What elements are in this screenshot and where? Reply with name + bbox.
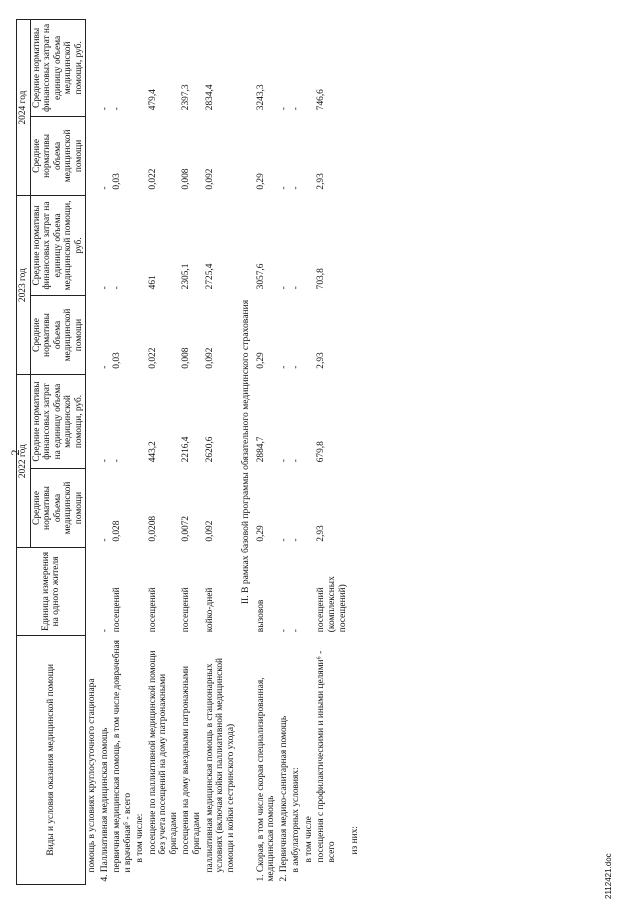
table-row bbox=[134, 20, 147, 885]
row-unit: посещений bbox=[181, 587, 192, 633]
cell-volume-2022: 0,0072 bbox=[181, 515, 192, 542]
header-unit: Единица измерения на одного жителя bbox=[17, 548, 86, 636]
cell-volume-2024: 0,008 bbox=[181, 168, 192, 190]
cell-cost-2022: - bbox=[112, 459, 123, 463]
cell-cost-2022: 2216,4 bbox=[181, 436, 192, 463]
row-unit: посещений bbox=[112, 587, 123, 633]
cell-cost-2024: - bbox=[99, 107, 110, 111]
cell-volume-2022: - bbox=[278, 538, 289, 542]
table-row bbox=[315, 20, 349, 885]
row-label: 1. Скорая, в том числе скорая специализированная, медицинская помощь bbox=[255, 677, 277, 882]
header-types: Виды и условия оказания медицинской помощи bbox=[17, 635, 86, 884]
cell-cost-2024: - bbox=[112, 107, 123, 111]
cell-cost-2024: - bbox=[278, 107, 289, 111]
cell-volume-2024 bbox=[86, 116, 99, 195]
cell-cost-2022: 2884,7 bbox=[255, 436, 266, 463]
cell-cost-2023: 3057,6 bbox=[255, 263, 266, 290]
row-unit bbox=[349, 548, 362, 636]
header-volume-2023: Средние нормативы объема медицинской помощи bbox=[30, 295, 86, 374]
cell-volume-2023 bbox=[86, 295, 99, 374]
cell-volume-2024: 0,29 bbox=[255, 173, 266, 190]
cell-volume-2022 bbox=[86, 468, 99, 547]
cell-volume-2022 bbox=[349, 468, 362, 547]
cell-cost-2024: - bbox=[291, 107, 302, 111]
cell-volume-2023: 0,092 bbox=[204, 347, 215, 369]
row-label: в том числе bbox=[303, 816, 314, 863]
cell-cost-2023 bbox=[349, 196, 362, 296]
section-heading-row bbox=[237, 20, 255, 885]
cell-cost-2024: 746,6 bbox=[316, 89, 327, 111]
cell-volume-2022: 0,29 bbox=[255, 525, 266, 542]
cell-volume-2023 bbox=[134, 295, 147, 374]
cell-cost-2024 bbox=[303, 20, 316, 117]
row-unit: - bbox=[278, 629, 289, 633]
row-label: помощь в условиях круглосуточного стационара bbox=[87, 678, 98, 873]
cell-volume-2022: - bbox=[99, 538, 110, 542]
cell-volume-2024: 0,03 bbox=[112, 173, 123, 190]
table-row bbox=[278, 20, 291, 885]
row-unit: койко-дней bbox=[204, 587, 215, 633]
table-row bbox=[99, 20, 112, 885]
cell-volume-2023: 0,022 bbox=[147, 347, 158, 369]
table-row bbox=[290, 20, 303, 885]
cell-cost-2022 bbox=[134, 375, 147, 469]
norms-table bbox=[16, 19, 362, 885]
cell-cost-2022 bbox=[86, 375, 99, 469]
header-volume-2022: Средние нормативы объема медицинской помощи bbox=[30, 468, 86, 547]
row-unit: вызовов bbox=[255, 599, 266, 633]
row-unit bbox=[86, 548, 99, 636]
row-label: паллиативная медицинская помощь в стационарных условиях (включая койки паллиативной медицинской помощи и койки сестринского ухода) bbox=[204, 657, 236, 873]
header-volume-2024: Средние нормативы объема медицинской помощи bbox=[30, 116, 86, 195]
cell-cost-2022: - bbox=[291, 459, 302, 463]
header-year-2024: 2024 год bbox=[17, 20, 31, 196]
footer-filename: 2112421.doc bbox=[604, 853, 613, 899]
cell-volume-2022 bbox=[134, 468, 147, 547]
cell-cost-2023: 2305,1 bbox=[181, 263, 192, 290]
cell-cost-2024 bbox=[349, 20, 362, 117]
row-label: 4. Паллиативная медицинская помощь bbox=[99, 727, 110, 882]
cell-volume-2022: 0,092 bbox=[204, 520, 215, 542]
cell-volume-2024: 0,022 bbox=[147, 168, 158, 190]
cell-volume-2024 bbox=[134, 116, 147, 195]
page-number: 2 bbox=[8, 449, 22, 456]
row-label: посещение по паллиативной медицинской помощи без учета посещений на дому патронажными бригадами bbox=[147, 650, 179, 855]
cell-cost-2022: - bbox=[278, 459, 289, 463]
cell-volume-2022: - bbox=[291, 538, 302, 542]
cell-volume-2023: - bbox=[99, 365, 110, 369]
row-unit bbox=[134, 548, 147, 636]
table-row bbox=[349, 20, 362, 885]
cell-cost-2024 bbox=[86, 20, 99, 117]
row-label: посещения на дому выездными патронажными бригадами bbox=[181, 665, 202, 855]
cell-volume-2023: 0,008 bbox=[181, 347, 192, 369]
cell-cost-2024: 2834,4 bbox=[204, 84, 215, 111]
table-row bbox=[147, 20, 181, 885]
cell-cost-2023: - bbox=[99, 286, 110, 290]
row-unit: посещений bbox=[147, 587, 158, 633]
header-cost-2024: Средние нормативы финансовых затрат на единицу объема медицинской помощи, руб. bbox=[30, 20, 86, 117]
row-label: из них: bbox=[350, 826, 361, 855]
cell-volume-2024: - bbox=[291, 186, 302, 190]
cell-cost-2022: 679,8 bbox=[316, 441, 327, 463]
header-year-2022: 2022 год bbox=[17, 375, 31, 548]
row-unit: - bbox=[291, 629, 302, 633]
cell-cost-2023: - bbox=[278, 286, 289, 290]
cell-cost-2023 bbox=[303, 196, 316, 296]
cell-volume-2024: 0,092 bbox=[204, 168, 215, 190]
header-cost-2022: Средние нормативы финансовых затрат на единицу объема медицинской помощи, руб. bbox=[30, 375, 86, 469]
cell-volume-2022: 2,93 bbox=[316, 525, 327, 542]
cell-cost-2023: - bbox=[112, 286, 123, 290]
cell-volume-2024: - bbox=[99, 186, 110, 190]
cell-cost-2023 bbox=[134, 196, 147, 296]
cell-volume-2022: 0,028 bbox=[112, 520, 123, 542]
cell-cost-2023: 703,8 bbox=[316, 268, 327, 290]
cell-cost-2022 bbox=[303, 375, 316, 469]
table-row bbox=[180, 20, 203, 885]
header-cost-2023: Средние нормативы финансовых затрат на единицу объема медицинской помощи, руб. bbox=[30, 196, 86, 296]
cell-cost-2024: 3243,3 bbox=[255, 84, 266, 111]
table-header bbox=[17, 20, 86, 885]
cell-cost-2022: 443,2 bbox=[147, 441, 158, 463]
table-row bbox=[204, 20, 238, 885]
cell-cost-2022 bbox=[349, 375, 362, 469]
cell-volume-2022: 0,0208 bbox=[147, 515, 158, 542]
cell-volume-2024: - bbox=[278, 186, 289, 190]
cell-cost-2022: 2620,6 bbox=[204, 436, 215, 463]
cell-volume-2024 bbox=[303, 116, 316, 195]
row-unit: посещений (комплексных посещений) bbox=[316, 576, 348, 633]
table-row bbox=[111, 20, 134, 885]
cell-volume-2022 bbox=[303, 468, 316, 547]
table-body bbox=[86, 20, 362, 885]
cell-volume-2023: - bbox=[278, 365, 289, 369]
row-label: посещения с профилактическими и иными целями⁶ - всего bbox=[316, 650, 338, 863]
cell-volume-2024: 2,93 bbox=[316, 173, 327, 190]
cell-cost-2024: 2397,3 bbox=[181, 84, 192, 111]
row-label: в том числе: bbox=[135, 813, 146, 863]
cell-volume-2023: - bbox=[291, 365, 302, 369]
cell-volume-2023: 0,03 bbox=[112, 352, 123, 369]
cell-cost-2023 bbox=[86, 196, 99, 296]
cell-cost-2023: 2725,4 bbox=[204, 263, 215, 290]
cell-cost-2024 bbox=[134, 20, 147, 117]
table-row bbox=[255, 20, 278, 885]
cell-cost-2022: - bbox=[99, 459, 110, 463]
cell-volume-2023 bbox=[303, 295, 316, 374]
row-unit bbox=[303, 548, 316, 636]
table-row bbox=[86, 20, 99, 885]
cell-cost-2024: 479,4 bbox=[147, 89, 158, 111]
row-label: в амбулаторных условиях: bbox=[291, 767, 302, 873]
cell-volume-2023: 2,93 bbox=[316, 352, 327, 369]
cell-volume-2023 bbox=[349, 295, 362, 374]
cell-cost-2023: - bbox=[291, 286, 302, 290]
section-heading: II. В рамках базовой программы обязательного медицинского страхования bbox=[240, 299, 252, 605]
cell-volume-2023: 0,29 bbox=[255, 352, 266, 369]
cell-cost-2023: 461 bbox=[147, 275, 158, 290]
row-label: первичная медицинская помощь, в том числе доврачебная и врачебная⁵ - всего bbox=[112, 640, 133, 873]
cell-volume-2024 bbox=[349, 116, 362, 195]
header-year-2023: 2023 год bbox=[17, 196, 31, 375]
row-label: 2. Первичная медико-санитарная помощь bbox=[278, 715, 289, 882]
table-row bbox=[303, 20, 316, 885]
row-unit: - bbox=[99, 629, 110, 633]
